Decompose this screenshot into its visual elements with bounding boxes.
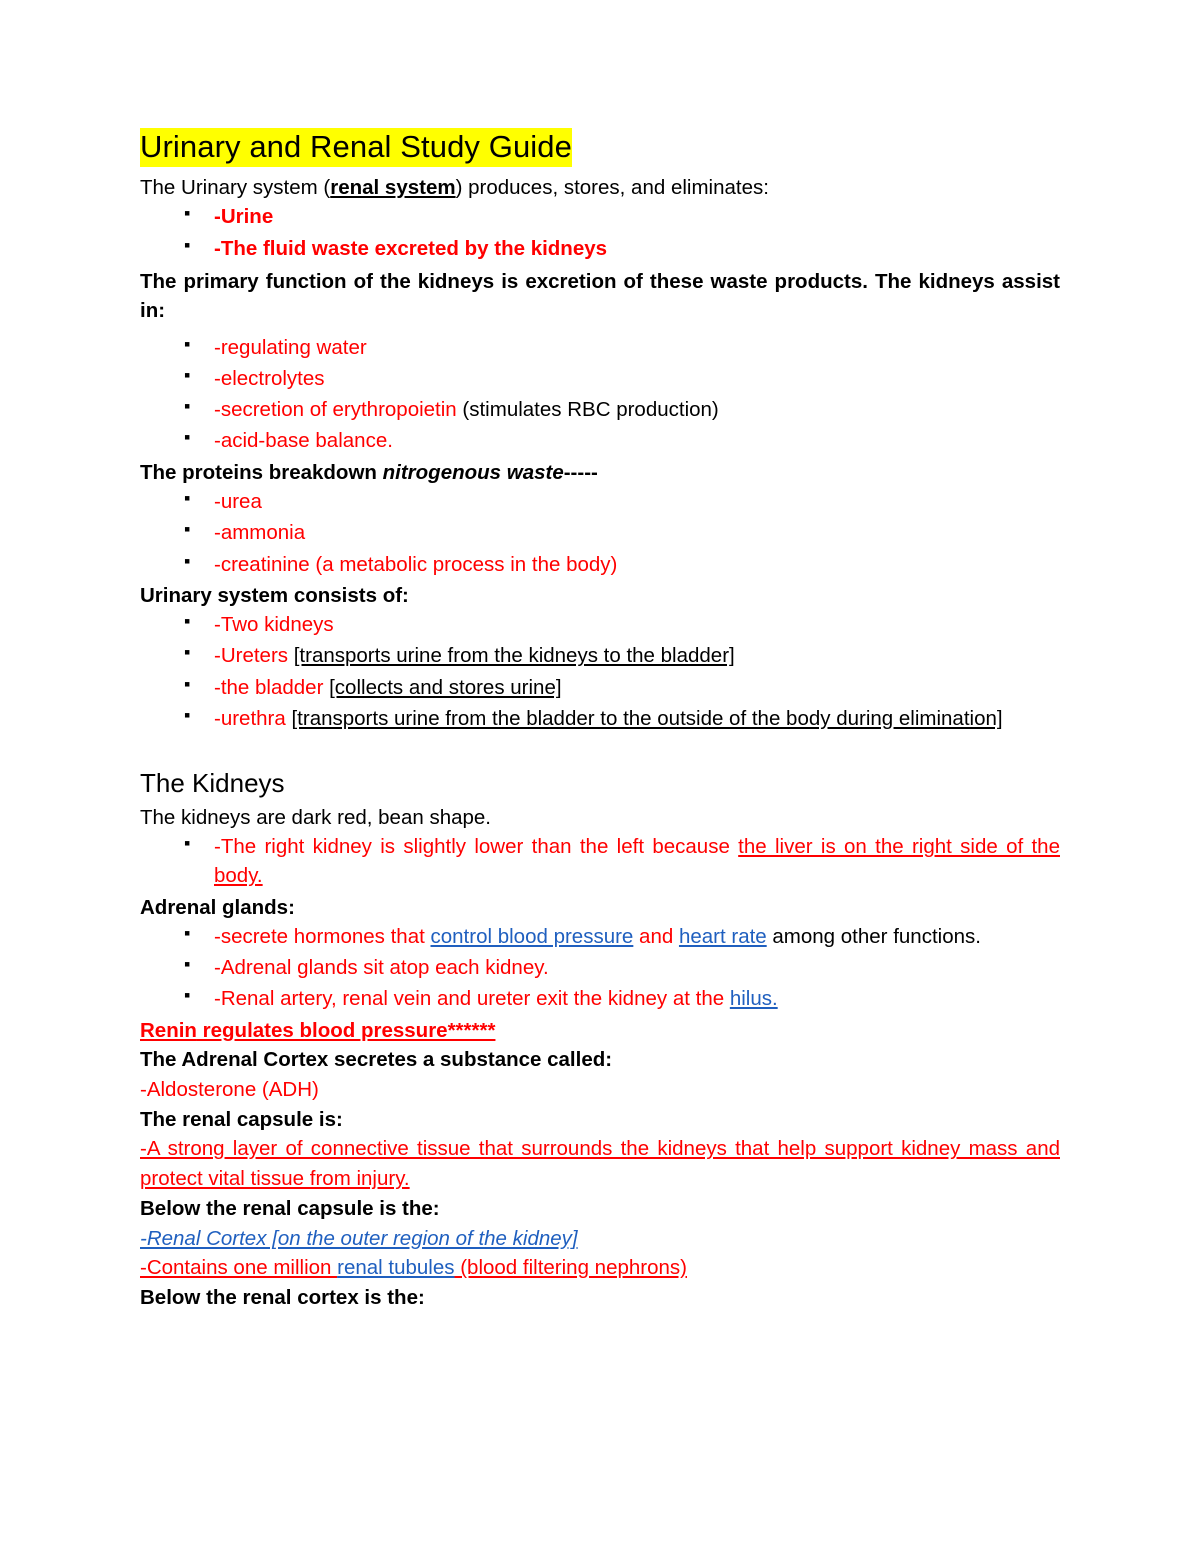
pb-item-1: -ammonia <box>214 521 306 545</box>
list-item <box>140 202 1060 231</box>
list-item <box>140 953 1060 982</box>
below-capsule-heading: Below the renal capsule is the: <box>140 1196 440 1220</box>
urinary-system-heading: Urinary system consists of: <box>140 583 409 607</box>
intro-item-1: -The fluid waste excreted by the kidneys <box>214 236 608 260</box>
rt-prefix: -Contains one million <box>140 1256 338 1280</box>
ag-2-p1: hilus. <box>729 987 778 1011</box>
pb-item-0: -urea <box>214 490 262 514</box>
intro-item-0: -Urine <box>214 205 274 229</box>
ag-0-p0: -secrete hormones that <box>214 925 431 949</box>
list-item <box>140 550 1060 579</box>
kidney-bullet-underlined: the liver is on the right side of the body. <box>214 835 1060 888</box>
kf-item-0-red: -regulating water <box>214 336 367 360</box>
us-item-1-red: -Ureters <box>214 644 294 668</box>
pb-italic: nitrogenous waste <box>382 460 564 484</box>
intro-emphasis: renal system <box>330 175 456 199</box>
renal-capsule-heading: The renal capsule is: <box>140 1107 343 1131</box>
kidneys-bullet-list <box>140 832 1060 890</box>
ag-0-p4: among other functions. <box>766 925 981 949</box>
list-item <box>140 518 1060 547</box>
list-item <box>140 673 1060 702</box>
kf-item-2-red: -secretion of erythropoietin <box>214 398 457 422</box>
list-item <box>140 234 1060 263</box>
rt-blue: renal tubules <box>337 1256 455 1280</box>
list-item <box>140 610 1060 639</box>
list-item <box>140 364 1060 393</box>
intro-suffix: ) produces, stores, and eliminates: <box>455 175 769 199</box>
kf-item-3-red: -acid-base balance. <box>214 429 393 453</box>
kidneys-section-heading: The Kidneys <box>140 767 285 798</box>
list-item <box>140 922 1060 951</box>
pb-prefix: The proteins breakdown <box>140 460 383 484</box>
pb-item-2: -creatinine (a metabolic process in the body) <box>214 552 618 576</box>
list-item <box>140 832 1060 890</box>
protein-breakdown-list <box>140 487 1060 578</box>
renal-cortex-value: -Renal Cortex [on the outer region of the kidney] <box>140 1226 578 1250</box>
kidney-function-heading: The primary function of the kidneys is excretion of these waste products. The kidneys assist in: <box>140 269 1060 323</box>
list-item <box>140 395 1060 424</box>
intro-paragraph <box>140 173 1060 203</box>
us-item-3-red: -urethra <box>214 706 292 730</box>
list-item <box>140 333 1060 362</box>
adrenal-cortex-heading: The Adrenal Cortex secretes a substance called: <box>140 1048 613 1072</box>
ag-0-p3: heart rate <box>678 925 767 949</box>
adrenal-cortex-value: -Aldosterone (ADH) <box>140 1077 319 1101</box>
below-cortex-heading: Below the renal cortex is the: <box>140 1286 425 1310</box>
us-item-3-underlined: [transports urine from the bladder to the outside of the body during elimination] <box>291 706 1003 730</box>
renin-rest: regulates blood pressure****** <box>196 1018 496 1042</box>
ag-2-p0: -Renal artery, renal vein and ureter exit the kidney at the <box>214 987 730 1011</box>
protein-breakdown-heading <box>140 458 1060 488</box>
intro-prefix: The Urinary system ( <box>140 175 331 199</box>
renal-tubules-line <box>140 1253 1060 1283</box>
renal-capsule-value: -A strong layer of connective tissue that surrounds the kidneys that help support kidney mass and protect vital tissue from injury. <box>140 1137 1060 1191</box>
list-item <box>140 487 1060 516</box>
kidney-bullet-red: -The right kidney is slightly lower than the left because <box>214 835 739 859</box>
kidneys-description: The kidneys are dark red, bean shape. <box>140 805 491 829</box>
kf-item-2-black: (stimulates RBC production) <box>456 398 719 422</box>
ag-0-p1: control blood pressure <box>430 925 634 949</box>
us-item-2-underlined: [collects and stores urine] <box>329 675 562 699</box>
us-item-0-red: -Two kidneys <box>214 613 334 637</box>
renin-emphasis: Renin <box>140 1018 197 1042</box>
us-item-1-underlined: [transports urine from the kidneys to the bladder] <box>293 644 735 668</box>
renin-line <box>140 1016 1060 1046</box>
ag-0-p2: and <box>633 925 679 949</box>
us-item-2-red: -the bladder <box>214 675 330 699</box>
intro-bullet-list <box>140 202 1060 262</box>
list-item <box>140 641 1060 670</box>
ag-1-p0: -Adrenal glands sit atop each kidney. <box>214 956 549 980</box>
list-item <box>140 704 1060 733</box>
urinary-system-list <box>140 610 1060 732</box>
kidney-function-list <box>140 333 1060 455</box>
rt-suffix: (blood filtering nephrons) <box>454 1256 687 1280</box>
adrenal-glands-heading: Adrenal glands: <box>140 895 295 919</box>
list-item <box>140 426 1060 455</box>
list-item <box>140 984 1060 1013</box>
page-title: Urinary and Renal Study Guide <box>140 128 572 167</box>
pb-suffix: ----- <box>563 460 598 484</box>
kf-item-1-red: -electrolytes <box>214 367 325 391</box>
adrenal-glands-list <box>140 922 1060 1013</box>
